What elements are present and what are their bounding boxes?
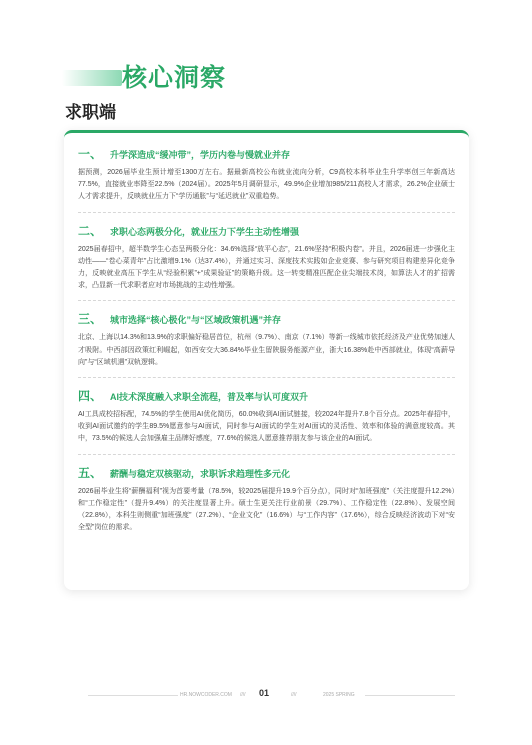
page-subtitle: 求职端 xyxy=(65,103,116,122)
section-body: 北京、上海以14.3%和13.9%的求职偏好稳居首位，杭州（9.7%）、南京（7.1%）等新一线城市依托经济及产业优势加速人才吸附。中西部因政策红利崛起，如西安交大36.84%毕业生留陕服务能源产业，浙大16.38%赴中西部就业，体现“高薪导向”与“区域机遇”双轨逻辑。 xyxy=(78,334,455,366)
section-heading xyxy=(78,310,455,327)
section-heading xyxy=(78,222,455,239)
divider xyxy=(78,377,455,378)
insights-card xyxy=(64,130,469,590)
section-number: 四、 xyxy=(78,389,103,404)
header-accent-bar xyxy=(62,70,122,86)
divider xyxy=(78,212,455,213)
insight-section-3 xyxy=(78,310,455,369)
footer-separator: //// xyxy=(291,692,297,698)
page-footer xyxy=(0,690,532,702)
section-heading xyxy=(78,387,455,404)
section-title: 求职心态两极分化，就业压力下学生主动性增强 xyxy=(110,226,300,237)
footer-rule xyxy=(88,695,178,696)
footer-separator: //// xyxy=(240,692,246,698)
footer-site: HR.NOWCODER.COM xyxy=(180,692,232,698)
section-body: 2026届毕业生将“薪酬福利”视为首要考量（78.5%，较2025届提升19.9个百分点），同时对“加班强度”（关注度提升12.2%）和“工作稳定性”（提升9.4%）的关注度显著上升。硕士生更关注行业前景（29.7%）、工作稳定性（22.8%）、发展空间（22.8%），本科生则侧重“加班强度”（27.2%）、“企业文化”（16.6%）与“工作内容”（17.6%），综合反映经济波动下对“安全型”岗位的需求。 xyxy=(78,487,455,532)
page-title: 核心洞察 xyxy=(122,64,227,92)
section-heading xyxy=(78,145,455,162)
section-body: 2025届春招中，超半数学生心态呈两极分化：34.6%选择“放平心态”，21.6%坚持“积极内卷”。并且，2026届进一步强化主动性——“卷心菜青年”占比激增9.1%（达37.4%），并通过实习、深度技术实践如企业竞赛、参与研究项目构建差异化竞争力，反映就业高压下学生从“经验积累”+“成果验证”的策略升级。这一转变精准匹配企业尖端技术岗，如算法人才的扩招需求，凸显新一代求职者应对市场挑战的主动性增强。 xyxy=(78,245,455,290)
section-number: 二、 xyxy=(78,223,103,238)
footer-season: 2025 SPRING xyxy=(323,692,355,698)
footer-rule xyxy=(365,695,455,696)
insight-section-5 xyxy=(78,464,455,535)
insight-section-1 xyxy=(78,145,455,204)
section-header xyxy=(62,58,262,94)
section-title: AI技术深度融入求职全流程，普及率与认可度双升 xyxy=(110,392,309,403)
divider xyxy=(78,454,455,455)
insight-section-4 xyxy=(78,387,455,446)
section-title: 薪酬与稳定双核驱动，求职诉求趋理性多元化 xyxy=(110,468,291,479)
page-number: 01 xyxy=(259,688,270,698)
section-body: 据预测，2026届毕业生预计增至1300万左右。据最新高校公布就业流向分析，C9高校本科毕业生升学率创三年新高达77.5%，直接就业率降至22.5%（2024届）。2025年5月调研显示，49.9%企业增加985/211高校人才需求，26.2%企业硕士人才需求提升，反映就业压力下“学历通胀”与“延迟就业”双重趋势。 xyxy=(78,169,455,201)
section-heading xyxy=(78,464,455,481)
divider xyxy=(78,300,455,301)
insight-section-2 xyxy=(78,222,455,293)
section-body: AI工具成校招标配，74.5%的学生使用AI优化简历，60.0%收到AI面试链接，较2024年提升7.8个百分点。2025年春招中，收到AI面试邀约的学生89.5%愿意参与AI面试，同时参与AI面试的学生对AI面试的灵活性、效率和体验的满意度较高。其中，73.5%的候选人会加强雇主品牌好感度，77.6%的候选人愿意推荐朋友参与该企业的AI面试。 xyxy=(78,411,455,443)
section-title: 城市选择“核心极化”与“区域政策机遇”并存 xyxy=(110,315,282,326)
section-number: 三、 xyxy=(78,312,103,327)
section-number: 一、 xyxy=(78,147,103,161)
section-number: 五、 xyxy=(78,465,103,480)
section-title: 升学深造成“缓冲带”，学历内卷与慢就业并存 xyxy=(110,150,291,160)
